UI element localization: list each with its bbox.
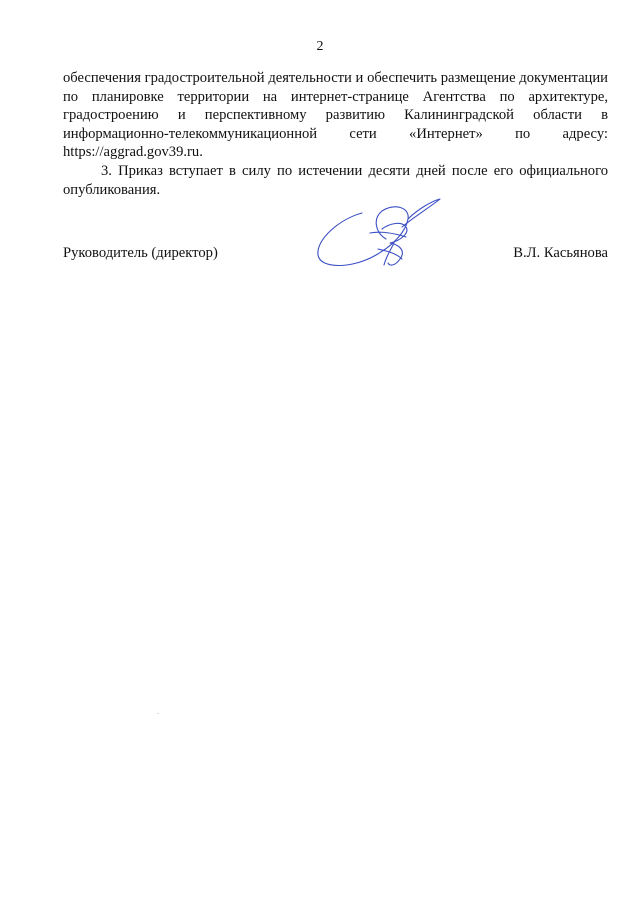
handwritten-signature — [310, 193, 445, 273]
body-line: области в информационно-телекоммуникационной сети «Интернет» по адресу: — [63, 107, 609, 142]
document-body — [63, 69, 608, 199]
page-number: 2 — [316, 39, 324, 54]
website-url: https://aggrad.gov39.ru. — [63, 144, 203, 161]
signer-name: В.Л. Касьянова — [513, 245, 608, 261]
body-line: обеспечения градостроительной деятельности и обеспечить размещение — [63, 70, 516, 86]
body-line: документации по планировке территории на интернет-странице Агентства — [63, 70, 608, 105]
body-line: по архитектуре, градостроению и перспективному развитию Калининградской — [63, 88, 608, 124]
paragraph-item-3: 3. Приказ вступает в силу по истечении десяти дней после его официального опубликования. — [63, 162, 608, 198]
paragraph-continuation — [63, 69, 608, 162]
scan-speck — [157, 713, 159, 714]
position-title: Руководитель (директор) — [63, 245, 218, 261]
